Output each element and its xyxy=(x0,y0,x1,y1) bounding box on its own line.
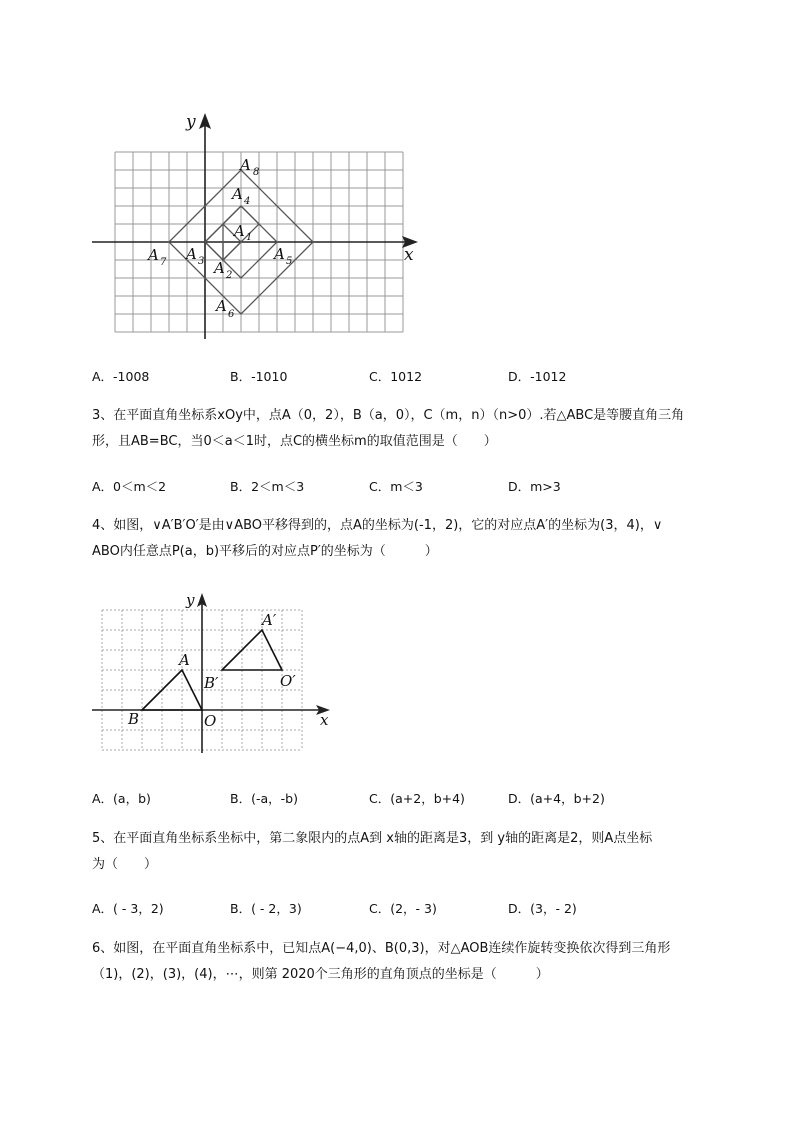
svg-text:A: A xyxy=(274,245,285,263)
svg-text:A: A xyxy=(234,222,245,240)
q3-text-line-1: 3、在平面直角坐标系xOy中，点A（0，2），B（a，0），C（m，n）（n>0）.若△ABC是等腰直角三角 xyxy=(92,408,685,423)
svg-text:A: A xyxy=(148,246,159,264)
label-o-prime: O′ xyxy=(280,672,296,690)
svg-text:8: 8 xyxy=(253,167,260,178)
label-a: A xyxy=(179,651,190,669)
svg-text:A: A xyxy=(216,297,227,315)
q2-option-c[interactable]: C．1012 xyxy=(369,369,423,384)
q6-text-line-2: （1)，(2)，(3)，(4)，⋯，则第 2020个三角形的直角顶点的坐标是（ ） xyxy=(92,967,549,982)
q3-option-c[interactable]: C．m＜3 xyxy=(369,479,423,494)
point-label-a1 xyxy=(232,222,252,243)
q5-options xyxy=(92,899,712,919)
q3-text-line-2: 形，且AB=BC，当0＜a＜1时，点C的横坐标m的取值范围是（ ） xyxy=(92,434,497,449)
q3-options xyxy=(92,477,712,497)
y-axis-label: y xyxy=(186,591,195,609)
q2-options xyxy=(92,367,712,387)
q4-options xyxy=(92,789,712,809)
q4-option-a[interactable]: A．(a，b) xyxy=(92,791,151,806)
q2-option-a[interactable]: A．-1008 xyxy=(92,369,150,384)
svg-text:6: 6 xyxy=(228,309,235,320)
svg-text:1: 1 xyxy=(246,232,253,243)
q5-option-d[interactable]: D．(3，- 2) xyxy=(508,901,577,916)
svg-text:3: 3 xyxy=(198,256,205,267)
q5-text-line-1: 5、在平面直角坐标系坐标中，第二象限内的点A到 x轴的距离是3，到 y轴的距离是2，则A点坐标 xyxy=(92,831,653,846)
q4-text-line-2: ABO内任意点P(a，b)平移后的对应点P′的坐标为（ ） xyxy=(92,544,438,559)
svg-text:A: A xyxy=(186,245,197,263)
q2-option-d[interactable]: D．-1012 xyxy=(508,369,567,384)
label-a-prime: A′ xyxy=(262,611,277,629)
q3-option-d[interactable]: D．m>3 xyxy=(508,479,561,494)
figure-2-triangle-translation xyxy=(90,585,340,760)
q5-option-b[interactable]: B．( - 2，3) xyxy=(230,901,302,916)
label-o: O xyxy=(204,712,217,730)
label-b-prime: B′ xyxy=(204,674,219,692)
figure-1-diamond-grid xyxy=(90,105,430,345)
point-label-a5 xyxy=(272,245,292,267)
q4-option-d[interactable]: D．(a+4，b+2) xyxy=(508,791,605,806)
q4-option-c[interactable]: C．(a+2，b+4) xyxy=(369,791,465,806)
svg-text:4: 4 xyxy=(244,196,251,207)
svg-text:A: A xyxy=(240,156,251,174)
q3-option-a[interactable]: A．0＜m＜2 xyxy=(92,479,167,494)
svg-text:A: A xyxy=(232,185,243,203)
y-axis-label: y xyxy=(186,112,196,132)
point-label-a7 xyxy=(146,246,167,268)
point-label-a6 xyxy=(214,297,235,320)
q4-text-line-1: 4、如图，∨A′B′O′是由∨ABO平移得到的，点A的坐标为(-1，2)，它的对应点A′的坐标为(3，4)，∨ xyxy=(92,518,663,533)
x-axis-label: x xyxy=(320,711,329,729)
q3-option-b[interactable]: B．2＜m＜3 xyxy=(230,479,305,494)
q5-option-a[interactable]: A．( - 3，2) xyxy=(92,901,164,916)
svg-text:2: 2 xyxy=(226,270,233,281)
svg-text:A: A xyxy=(214,259,225,277)
svg-text:7: 7 xyxy=(160,257,167,268)
label-b: B xyxy=(128,710,140,728)
q5-option-c[interactable]: C．(2，- 3) xyxy=(369,901,437,916)
q2-option-b[interactable]: B．-1010 xyxy=(230,369,288,384)
q5-text-line-2: 为（ ） xyxy=(92,857,158,872)
x-axis-label: x xyxy=(404,245,414,265)
q6-text-line-1: 6、如图，在平面直角坐标系中，已知点A(−4,0)、B(0,3)，对△AOB连续作旋转变换依次得到三角形 xyxy=(92,941,671,956)
q4-option-b[interactable]: B．(-a，-b) xyxy=(230,791,298,806)
svg-text:5: 5 xyxy=(286,256,293,267)
